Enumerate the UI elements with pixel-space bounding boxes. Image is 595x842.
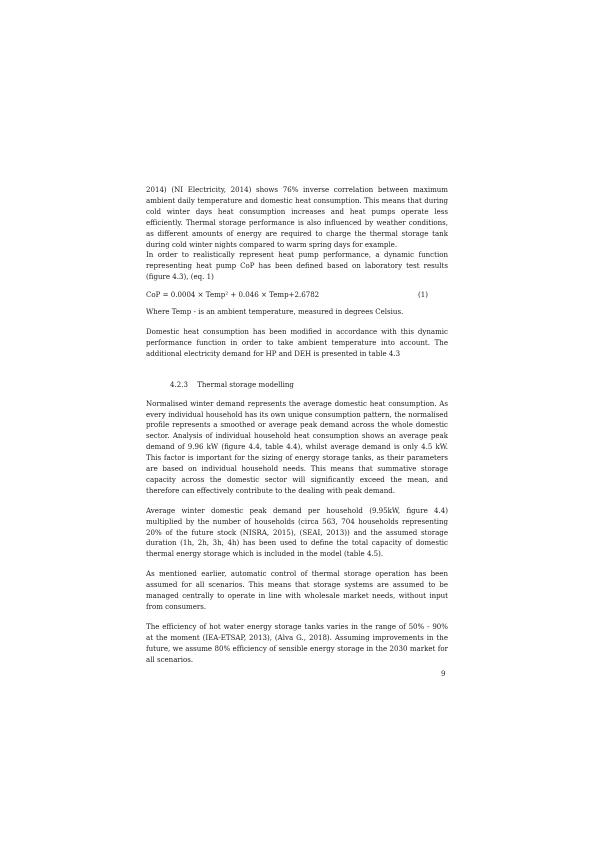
section-heading (146, 380, 448, 391)
equation-cop (146, 290, 448, 301)
equation-text: CoP = 0.0004 × Temp² + 0.046 × Temp+2.6782 (146, 290, 320, 300)
paragraph-normalised-demand: Normalised winter demand represents the average domestic heat consumption. As every individual household has its own unique consumption pattern, the normalised profile represents a smoothed or average peak demand across the whole domestic sector. Analysis of individual household heat consumption shows an average peak demand of 9.96 kW (figure 4.4, table 4.4), whilst average demand is only 4.5 kW. This factor is important for the sizing of energy storage tanks, as their parameters are based on individual household needs. This means that summative storage capacity across the domestic sector will significantly exceed the mean, and therefore can effectively contribute to the dealing with peak demand. (146, 398, 448, 495)
section-number: 4.2.3 (170, 379, 188, 389)
paragraph-heat-pump-cop: In order to realistically represent heat pump performance, a dynamic function representing heat pump CoP has been defined based on laboratory test results (figure 4.3), (eq. 1) (146, 250, 448, 282)
paragraph-automatic-control: As mentioned earlier, automatic control of thermal storage operation has been assumed for all scenarios. This means that storage systems are assumed to be managed centrally to operate in line with wholesale market needs, without input from consumers. (146, 569, 448, 611)
paragraph-efficiency: The efficiency of hot water energy storage tanks varies in the range of 50% - 90% at the moment (IEA-ETSAP, 2013), (Alva G., 2018). Assuming improvements in the future, we assume 80% efficiency of sensible energy storage in the 2030 market for all scenarios. (146, 621, 448, 664)
page-number: 9 (441, 670, 446, 678)
paragraph-domestic-heat: Domestic heat consumption has been modified in accordance with this dynamic performance function in order to take ambient temperature into account. The additional electricity demand for HP and DEH is presented in table 4.3 (146, 326, 448, 358)
paragraph-peak-demand: Average winter domestic peak demand per household (9.95kW, figure 4.4) multiplied by the number of households (circa 563, 704 households representing 20% of the future stock (NISRA, 2015), (SEAI, 2013)) and the assumed storage duration (1h, 2h, 3h, 4h) has been used to define the total capacity of domestic thermal energy storage which is included in the model (table 4.5). (146, 505, 448, 559)
section-title: Thermal storage modelling (197, 379, 294, 389)
equation-number: (1) (418, 290, 428, 300)
paragraph-temp-definition: Where Temp - is an ambient temperature, measured in degrees Celsius. (146, 307, 404, 317)
page-body (146, 185, 448, 666)
paragraph-correlation: 2014) (NI Electricity, 2014) shows 76% inverse correlation between maximum ambient daily temperature and domestic heat consumption. This means that during cold winter days heat consumption increases and heat pumps operate less efficiently. Thermal storage performance is also influenced by weather conditions, as different amounts of energy are required to charge the thermal storage tank during cold winter nights compared to warm spring days for example. (146, 185, 448, 249)
